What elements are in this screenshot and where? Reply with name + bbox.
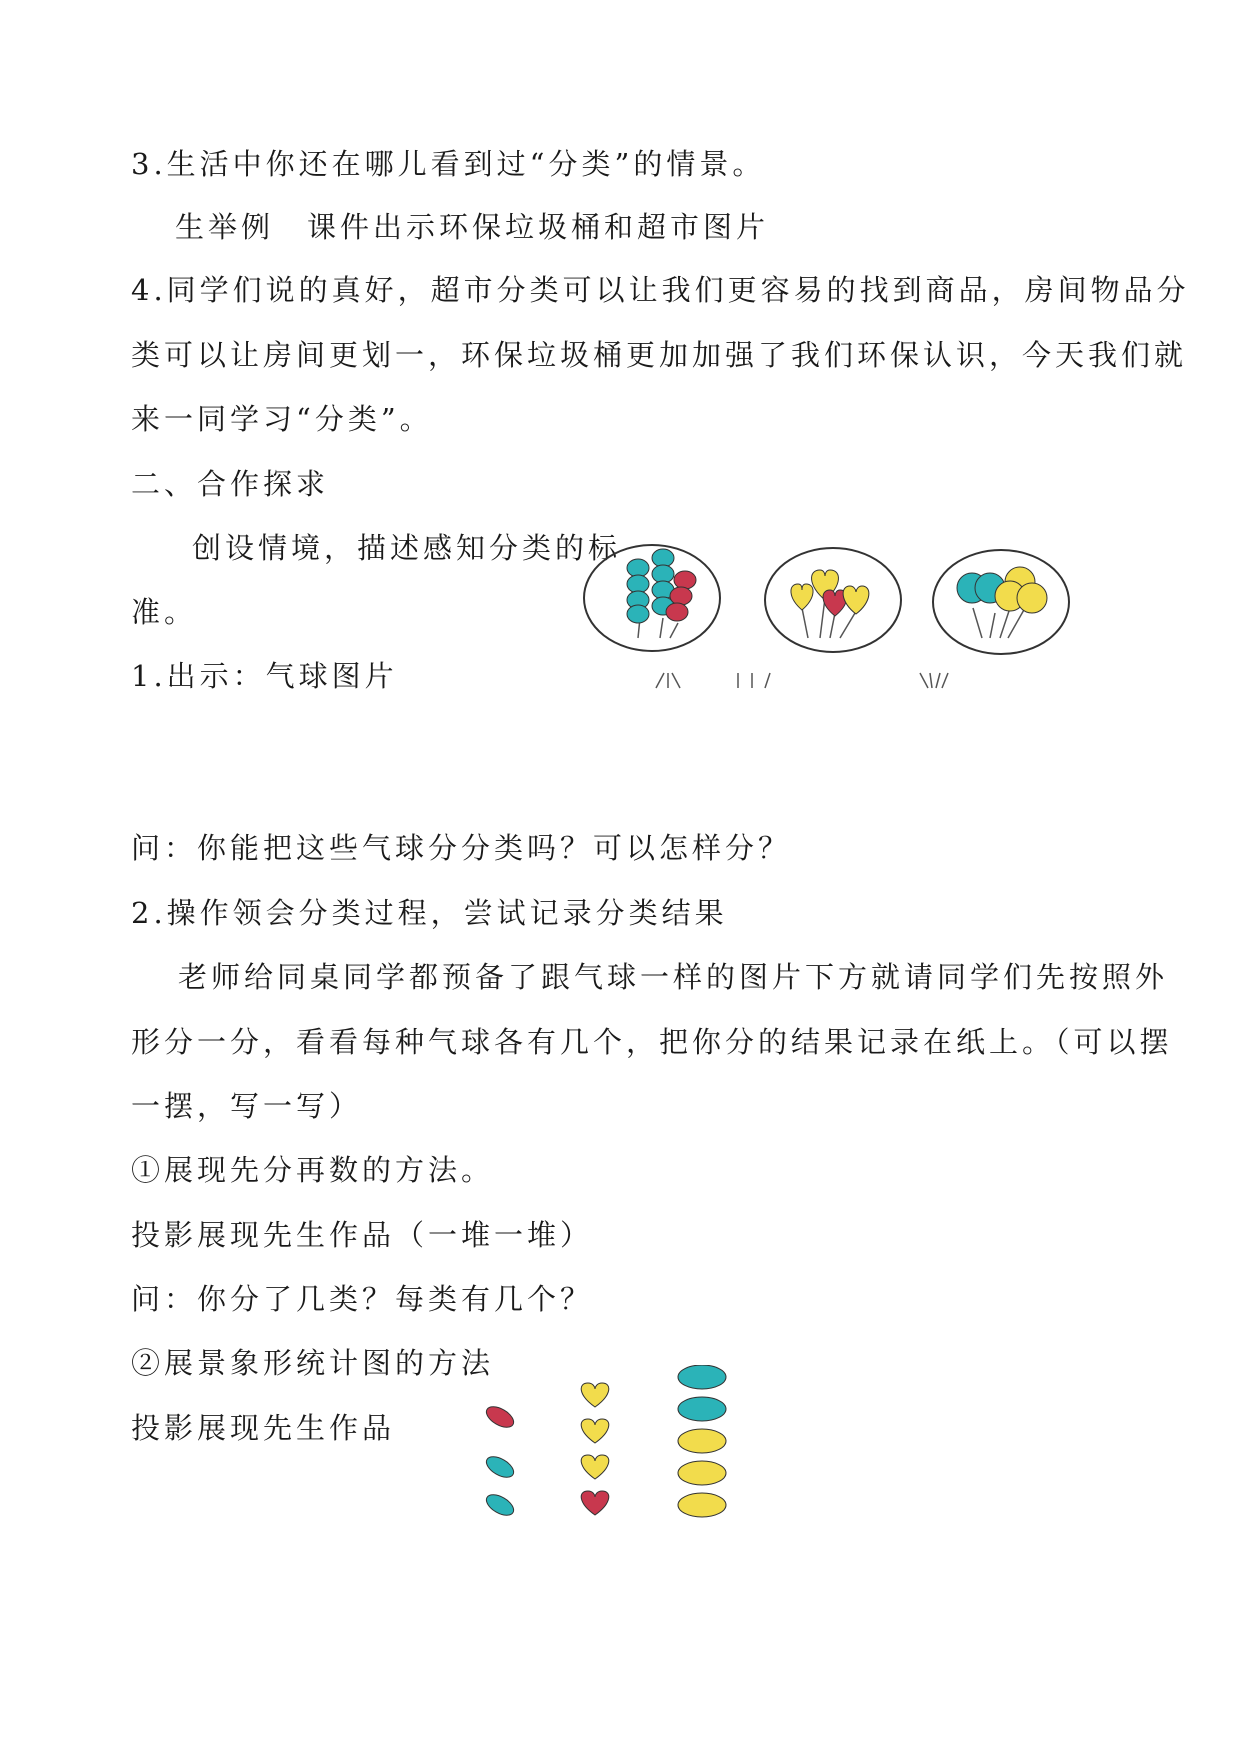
text-line-13: 形分一分，看看每种气球各有几个，把你分的结果记录在纸上。（可以摆 (131, 1025, 1173, 1059)
text-line-5: 来一同学习“分类”。 (131, 402, 433, 436)
text-line-3: 4.同学们说的真好，超市分类可以让我们更容易的找到商品，房间物品分 (131, 273, 1190, 307)
text-line-19: 投影展现先生作品 (131, 1411, 396, 1445)
text-line-9: 1.出示：气球图片 (131, 659, 398, 693)
text-line-12: 老师给同桌同学都预备了跟气球一样的图片下方就请同学们先按照外 (178, 960, 1169, 994)
text-line-8: 准。 (131, 595, 198, 629)
text-line-2: 生举例 课件出示环保垃圾桶和超市图片 (175, 210, 770, 244)
text-line-16: 投影展现先生作品（一堆一堆） (131, 1218, 594, 1252)
text-line-7: 创设情境，描述感知分类的标 (192, 531, 622, 565)
text-line-18: ②展景象形统计图的方法 (131, 1346, 495, 1380)
text-line-11: 2.操作领会分类过程，尝试记录分类结果 (131, 896, 728, 930)
balloon-picture (580, 538, 1120, 698)
text-line-17: 问：你分了几类？每类有几个？ (131, 1282, 594, 1316)
text-line-4: 类可以让房间更划一，环保垃圾桶更加加强了我们环保认识，今天我们就 (131, 338, 1188, 372)
pictograph-chart (470, 1365, 750, 1545)
text-line-10: 问：你能把这些气球分分类吗？可以怎样分？ (131, 831, 792, 865)
text-line-15: ①展现先分再数的方法。 (131, 1153, 495, 1187)
text-line-14: 一摆，写一写） (131, 1089, 363, 1123)
text-line-1: 3.生活中你还在哪儿看到过“分类”的情景。 (131, 147, 766, 181)
section-heading: 二、合作探求 (131, 467, 330, 501)
